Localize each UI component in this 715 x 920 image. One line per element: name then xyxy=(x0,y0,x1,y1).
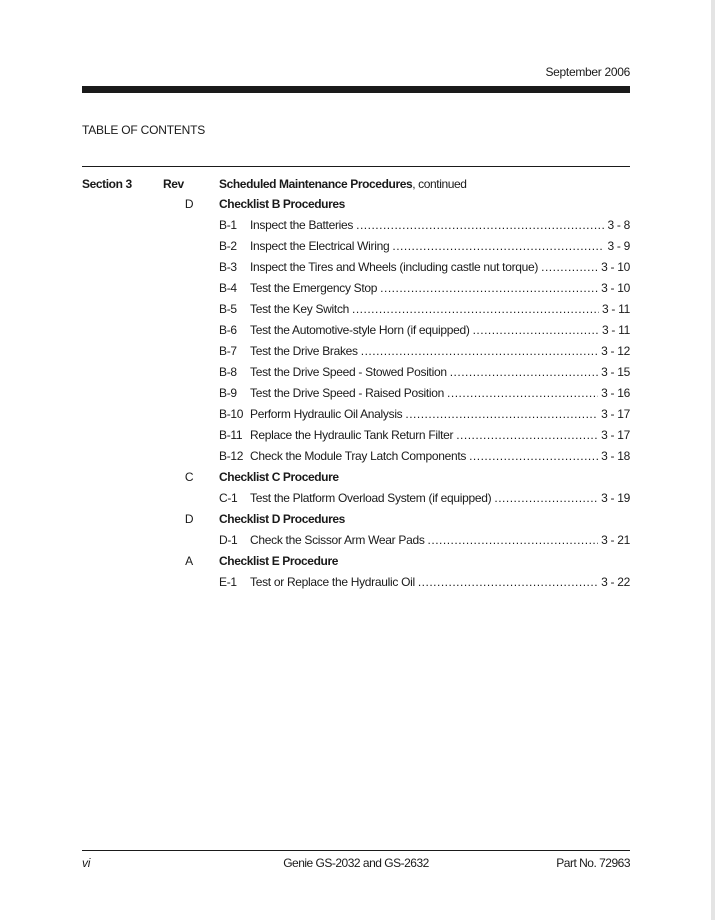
page-reference: 3 - 10 xyxy=(601,260,630,274)
checklist-title: Checklist B Procedures xyxy=(219,197,345,211)
procedure-code: B-2 xyxy=(219,239,237,253)
page-reference: 3 - 17 xyxy=(601,407,630,421)
dot-leader xyxy=(418,575,598,589)
dot-leader xyxy=(541,260,598,274)
procedure-code: B-5 xyxy=(219,302,237,316)
footer-model: Genie GS-2032 and GS-2632 xyxy=(283,856,429,870)
procedure-line xyxy=(250,281,630,295)
procedure-title: Test the Drive Brakes xyxy=(250,344,358,358)
toc-entry[interactable] xyxy=(82,323,630,339)
procedure-code: B-4 xyxy=(219,281,237,295)
dot-leader xyxy=(392,239,604,253)
procedure-line xyxy=(250,218,630,232)
document-date: September 2006 xyxy=(545,65,630,79)
procedure-line xyxy=(250,323,630,337)
procedure-title: Test the Automotive-style Horn (if equipped) xyxy=(250,323,470,337)
procedure-code: B-1 xyxy=(219,218,237,232)
dot-leader xyxy=(447,386,598,400)
section-label: Section 3 xyxy=(82,177,132,191)
procedure-code: B-8 xyxy=(219,365,237,379)
checklist-group-row xyxy=(82,554,630,570)
procedure-title: Inspect the Batteries xyxy=(250,218,354,232)
dot-leader xyxy=(356,218,604,232)
procedure-title: Test the Emergency Stop xyxy=(250,281,378,295)
toc-entry[interactable] xyxy=(82,218,630,234)
dot-leader xyxy=(450,365,598,379)
page-reference: 3 - 8 xyxy=(607,218,630,232)
checklist-group-row xyxy=(82,197,630,213)
dot-leader xyxy=(361,344,598,358)
procedure-title: Replace the Hydraulic Tank Return Filter xyxy=(250,428,454,442)
footer-rule xyxy=(82,850,630,851)
procedure-title: Inspect the Tires and Wheels (including castle nut torque) xyxy=(250,260,539,274)
toc-entry[interactable] xyxy=(82,407,630,423)
procedure-title: Perform Hydraulic Oil Analysis xyxy=(250,407,403,421)
procedure-title: Inspect the Electrical Wiring xyxy=(250,239,390,253)
page-reference: 3 - 21 xyxy=(601,533,630,547)
procedure-title: Test the Platform Overload System (if equipped) xyxy=(250,491,492,505)
procedure-code: B-6 xyxy=(219,323,237,337)
procedure-code: B-9 xyxy=(219,386,237,400)
procedure-code: B-7 xyxy=(219,344,237,358)
procedure-code: E-1 xyxy=(219,575,237,589)
page-footer xyxy=(82,856,630,872)
toc-entry[interactable] xyxy=(82,491,630,507)
procedure-code: B-11 xyxy=(219,428,243,442)
toc-entry[interactable] xyxy=(82,533,630,549)
page-edge-shadow xyxy=(711,0,715,920)
toc-entry[interactable] xyxy=(82,386,630,402)
procedure-title: Check the Scissor Arm Wear Pads xyxy=(250,533,425,547)
page-reference: 3 - 10 xyxy=(601,281,630,295)
procedure-title: Test the Key Switch xyxy=(250,302,350,316)
footer-part-number: Part No. 72963 xyxy=(556,856,630,870)
procedure-line xyxy=(250,239,630,253)
procedure-line xyxy=(250,428,630,442)
rev-column-label: Rev xyxy=(163,177,184,191)
section-heading-title: Scheduled Maintenance Procedures xyxy=(219,177,413,191)
checklist-title: Checklist C Procedure xyxy=(219,470,339,484)
procedure-code: B-10 xyxy=(219,407,244,421)
dot-leader xyxy=(469,449,598,463)
section-heading xyxy=(219,177,467,191)
toc-entry[interactable] xyxy=(82,239,630,255)
toc-entry[interactable] xyxy=(82,302,630,318)
toc-entry[interactable] xyxy=(82,449,630,465)
dot-leader xyxy=(380,281,598,295)
section-heading-suffix: , continued xyxy=(412,177,467,191)
revision-letter: C xyxy=(184,470,194,484)
procedure-line xyxy=(250,491,630,505)
procedure-code: C-1 xyxy=(219,491,238,505)
revision-letter: D xyxy=(184,512,194,526)
page-reference: 3 - 9 xyxy=(607,239,630,253)
procedure-code: D-1 xyxy=(219,533,238,547)
procedure-line xyxy=(250,575,630,589)
toc-entry[interactable] xyxy=(82,365,630,381)
dot-leader xyxy=(456,428,598,442)
dot-leader xyxy=(352,302,599,316)
dot-leader xyxy=(405,407,598,421)
procedure-line xyxy=(250,407,630,421)
checklist-title: Checklist E Procedure xyxy=(219,554,338,568)
revision-letter: A xyxy=(185,554,193,568)
checklist-group-row xyxy=(82,512,630,528)
page-reference: 3 - 15 xyxy=(601,365,630,379)
toc-entry[interactable] xyxy=(82,281,630,297)
procedure-line xyxy=(250,386,630,400)
dot-leader xyxy=(473,323,599,337)
dot-leader xyxy=(494,491,598,505)
procedure-line xyxy=(250,365,630,379)
checklist-title: Checklist D Procedures xyxy=(219,512,345,526)
procedure-line xyxy=(250,260,630,274)
toc-entry[interactable] xyxy=(82,428,630,444)
page-reference: 3 - 22 xyxy=(601,575,630,589)
toc-entry[interactable] xyxy=(82,344,630,360)
revision-letter: D xyxy=(184,197,194,211)
procedure-line xyxy=(250,344,630,358)
procedure-title: Test the Drive Speed - Raised Position xyxy=(250,386,445,400)
procedure-line xyxy=(250,449,630,463)
toc-divider xyxy=(82,166,630,167)
page-reference: 3 - 12 xyxy=(601,344,630,358)
checklist-group-row xyxy=(82,470,630,486)
page-reference: 3 - 19 xyxy=(601,491,630,505)
procedure-title: Test or Replace the Hydraulic Oil xyxy=(250,575,415,589)
toc-entry[interactable] xyxy=(82,260,630,276)
header-rule xyxy=(82,86,630,93)
procedure-title: Check the Module Tray Latch Components xyxy=(250,449,467,463)
toc-title: TABLE OF CONTENTS xyxy=(82,123,206,137)
procedure-title: Test the Drive Speed - Stowed Position xyxy=(250,365,447,379)
page-reference: 3 - 17 xyxy=(601,428,630,442)
procedure-code: B-3 xyxy=(219,260,237,274)
page-reference: 3 - 18 xyxy=(601,449,630,463)
page-number: vi xyxy=(82,856,91,870)
dot-leader xyxy=(428,533,599,547)
procedure-line xyxy=(250,302,630,316)
page-reference: 3 - 11 xyxy=(602,323,630,337)
page-reference: 3 - 11 xyxy=(602,302,630,316)
page-reference: 3 - 16 xyxy=(601,386,630,400)
procedure-code: B-12 xyxy=(219,449,244,463)
toc-entry[interactable] xyxy=(82,575,630,591)
procedure-line xyxy=(250,533,630,547)
